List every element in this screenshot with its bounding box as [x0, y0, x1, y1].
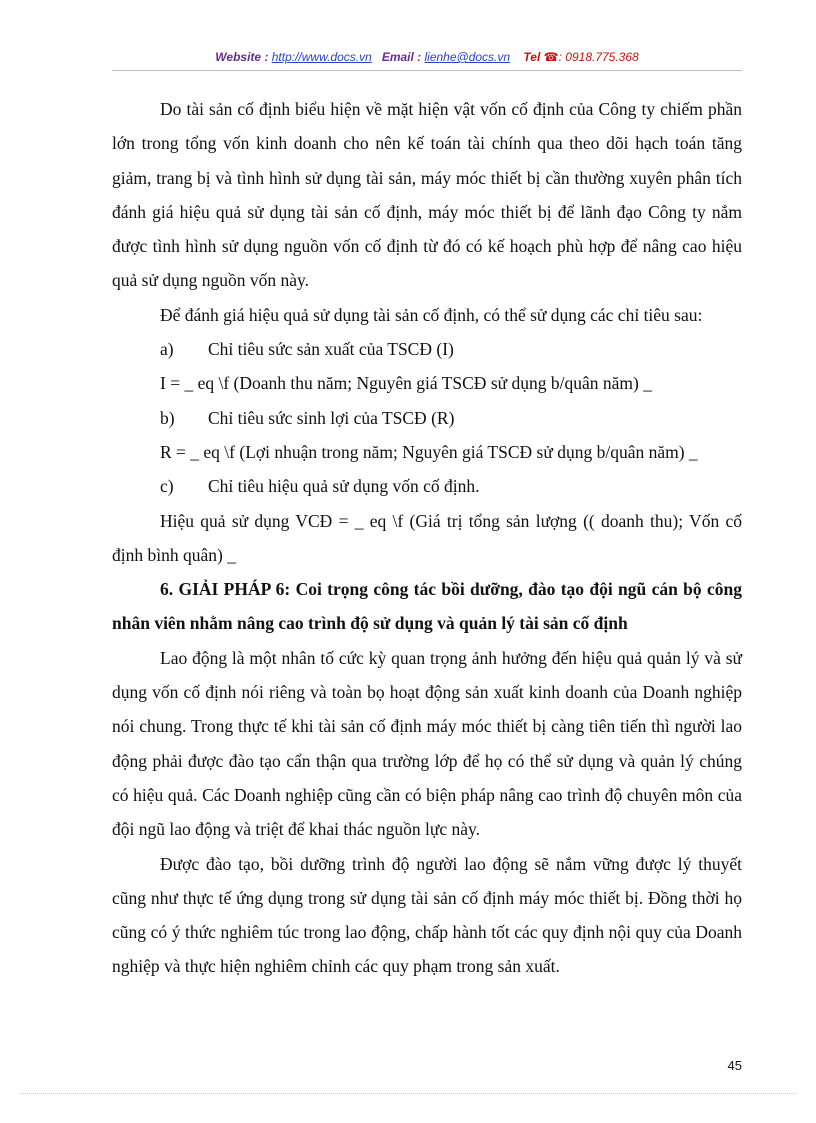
list-text-a: Chỉ tiêu sức sản xuất của TSCĐ (I)	[208, 339, 454, 360]
email-separator: :	[413, 50, 425, 64]
email-link[interactable]: lienhe@docs.vn	[424, 50, 511, 64]
list-marker-b: b)	[160, 407, 175, 428]
email-label: Email	[381, 50, 414, 64]
paragraph-3: Lao động là một nhân tố cức kỳ quan trọng ảnh hưởng đến hiệu quả quản lý và sử dụng vốn cố định nói riêng và toàn bọ hoạt động sản xuất kinh doanh của Doanh nghiệp nói chung. Trong thực tế khi tài sản cố định máy móc thiết bị càng tiên tiến thì người lao động phải được đào tạo cẩn thận qua trường lớp để họ có thể sử dụng và quản lý chúng có hiệu quả. Các Doanh nghiệp cũng cần có biện pháp nâng cao trình độ chuyên môn của đội ngũ lao động và triệt để khai thác nguồn lực này.	[112, 647, 742, 840]
paragraph-1: Do tài sản cố định biểu hiện về mặt hiện vật vốn cố định của Công ty chiếm phần lớn trong tổng vốn kinh doanh cho nên kế toán tài chính qua theo dõi hạch toán tăng giảm, trang bị và tình hình sử dụng tài sản, máy móc thiết bị cần thường xuyên phân tích đánh giá hiệu quả sử dụng tài sản cố định, máy móc thiết bị để lãnh đạo Công ty nắm được tình hình sử dụng nguồn vốn cố định từ đó có kế hoạch phù hợp để nâng cao hiệu quả sử dụng nguồn vốn này.	[112, 99, 742, 291]
paragraph-4: Được đào tạo, bồi dưỡng trình độ người lao động sẽ nắm vững được lý thuyết cũng như thực tế ứng dụng trong sử dụng tài sản cố định máy móc thiết bị. Đồng thời họ cũng có ý thức nghiêm túc trong lao động, chấp hành tốt các quy định nội quy của Doanh nghiệp và thực hiện nghiêm chỉnh các quy phạm trong sản xuất.	[112, 853, 742, 977]
list-item-a	[112, 332, 742, 366]
formula-r: R = _ eq \f (Lợi nhuận trong năm; Nguyên giá TSCĐ sử dụng b/quân năm) _	[160, 441, 698, 462]
list-marker-a: a)	[160, 339, 174, 360]
phone-icon: ☎	[543, 50, 559, 64]
page-number: 45	[727, 1058, 742, 1073]
tel-number: : 0918.775.368	[558, 50, 639, 64]
list-item-c	[112, 469, 742, 503]
list-text-c: Chỉ tiêu hiệu quả sử dụng vốn cố định.	[208, 476, 480, 497]
list-marker-c: c)	[160, 476, 174, 497]
list-item-b	[112, 401, 742, 435]
tel-label: Tel	[523, 50, 541, 64]
website-separator: :	[261, 50, 272, 64]
document-body	[112, 92, 742, 984]
section-heading: 6. GIẢI PHÁP 6: Coi trọng công tác bồi dưỡng, đào tạo đội ngũ cán bộ công nhân viên nhằm nâng cao trình độ sử dụng và quản lý tài sản cố định	[112, 579, 742, 634]
page-bottom-border	[20, 1093, 796, 1094]
paragraph-2: Để đánh giá hiệu quả sử dụng tài sản cố định, có thể sử dụng các chỉ tiêu sau:	[160, 304, 703, 325]
page-header	[112, 50, 742, 64]
website-label: Website	[215, 50, 262, 64]
formula-i: I = _ eq \f (Doanh thu năm; Nguyên giá TSCĐ sử dụng b/quân năm) _	[160, 373, 652, 394]
list-text-b: Chỉ tiêu sức sinh lợi của TSCĐ (R)	[208, 407, 455, 428]
website-link[interactable]: http://www.docs.vn	[271, 50, 372, 64]
header-divider	[112, 70, 742, 71]
formula-vcd: Hiệu quả sử dụng VCĐ = _ eq \f (Giá trị tổng sản lượng (( doanh thu); Vốn cố định bình quân) _	[112, 510, 742, 565]
